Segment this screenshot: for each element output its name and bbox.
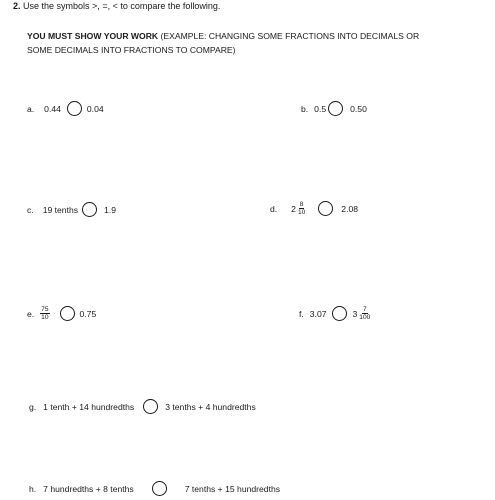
comparison-circle[interactable]	[328, 101, 343, 116]
left-value: 3.07	[309, 308, 327, 319]
question-header	[13, 1, 220, 11]
problem-label: c.	[27, 204, 34, 215]
left-value: 7 hundredths + 8 tenths	[43, 483, 134, 494]
denominator: 100	[359, 314, 371, 321]
numerator: 8	[299, 201, 304, 208]
comparison-circle[interactable]	[143, 399, 158, 414]
right-value: 0.04	[86, 103, 104, 114]
right-value: 0.50	[350, 103, 367, 114]
denominator: 10	[41, 314, 49, 321]
right-value: 3 tenths + 4 hundredths	[165, 401, 256, 412]
problem-label: b.	[301, 103, 309, 114]
problem-f	[299, 306, 371, 321]
comparison-circle[interactable]	[318, 201, 333, 216]
numerator: 75	[41, 306, 49, 313]
instruction-line-1	[27, 29, 419, 43]
right-value: 1.9	[104, 204, 116, 215]
fraction	[358, 306, 371, 321]
left-value: 1 tenth + 14 hundredths	[43, 401, 135, 412]
problem-a	[27, 101, 104, 116]
mixed-number-whole: 2	[291, 203, 296, 214]
fraction	[297, 201, 306, 216]
left-value: 19 tenths	[42, 204, 79, 215]
left-value: 0.44	[44, 103, 61, 114]
question-number: 2.	[13, 1, 21, 11]
comparison-circle[interactable]	[152, 481, 167, 496]
instruction-bold: YOU MUST SHOW YOUR WORK	[27, 31, 159, 41]
problem-g	[29, 399, 256, 414]
problem-h	[29, 481, 280, 496]
mixed-number-whole: 3	[352, 308, 358, 319]
fraction	[40, 306, 49, 321]
comparison-circle[interactable]	[332, 306, 347, 321]
problem-label: a.	[27, 103, 35, 114]
left-value: 0.5	[314, 103, 327, 114]
comparison-circle[interactable]	[67, 101, 82, 116]
comparison-circle[interactable]	[82, 202, 97, 217]
instruction-example: (EXAMPLE: CHANGING SOME FRACTIONS INTO DECIMALS OR	[160, 31, 420, 41]
problem-label: e.	[27, 308, 35, 319]
problem-b	[301, 101, 367, 116]
problem-label: g.	[29, 401, 37, 412]
question-prompt: Use the symbols >, =, < to compare the following.	[23, 1, 221, 11]
right-value: 7 tenths + 15 hundredths	[184, 483, 281, 494]
numerator: 7	[362, 306, 367, 313]
problem-label: d.	[270, 203, 278, 214]
right-value: 0.75	[79, 308, 97, 319]
problem-c	[27, 202, 116, 217]
comparison-circle[interactable]	[60, 306, 75, 321]
right-value: 2.08	[341, 203, 359, 214]
problem-d	[270, 201, 358, 216]
problem-label: f.	[299, 308, 304, 319]
instruction-line-2: SOME DECIMALS INTO FRACTIONS TO COMPARE)	[27, 45, 236, 55]
problem-label: h.	[29, 483, 37, 494]
problem-e	[27, 306, 96, 321]
denominator: 10	[297, 209, 306, 216]
